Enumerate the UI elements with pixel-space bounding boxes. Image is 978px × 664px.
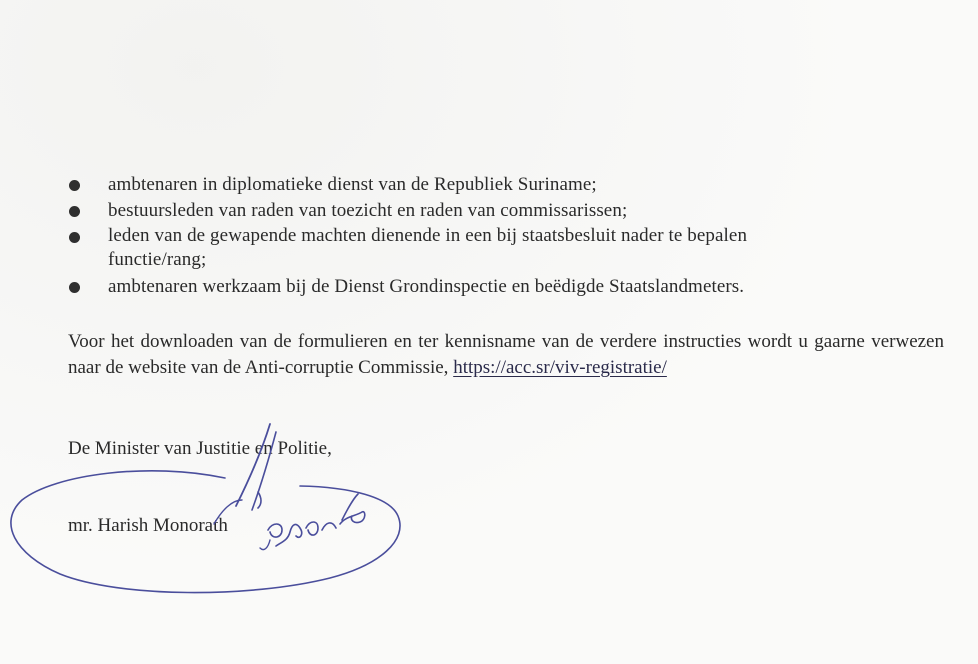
list-item-text: ambtenaren in diplomatieke dienst van de Republiek Suriname; <box>108 174 597 195</box>
registration-link[interactable]: https://acc.sr/viv-registratie/ <box>453 357 667 378</box>
bullet-dot-icon <box>69 282 80 293</box>
list-item-text: bestuursleden van raden van toezicht en raden van commissarissen; <box>108 200 628 221</box>
bullet-dot-icon <box>69 206 80 217</box>
list-item <box>68 198 928 224</box>
list-item <box>68 224 928 272</box>
signer-name: mr. Harish Monorath <box>68 515 228 536</box>
paragraph-text: Voor het downloaden van de formulieren en ter kennisname van de verdere instructies wordt u gaarne verwezen naar de website van de Anti-corruptie Commissie, <box>68 331 944 378</box>
bullet-dot-icon <box>69 232 80 243</box>
bullet-list <box>68 172 928 300</box>
list-item-text: ambtenaren werkzaam bij de Dienst Grondinspectie en beëdigde Staatslandmeters. <box>108 276 745 297</box>
instructions-paragraph <box>68 329 944 381</box>
closing-line: De Minister van Justitie en Politie, <box>68 438 332 459</box>
list-item <box>68 274 928 300</box>
bullet-dot-icon <box>69 180 80 191</box>
list-item <box>68 172 928 198</box>
list-item-text: leden van de gewapende machten dienende in een bij staatsbesluit nader te bepalen functie/rang; <box>108 225 748 270</box>
